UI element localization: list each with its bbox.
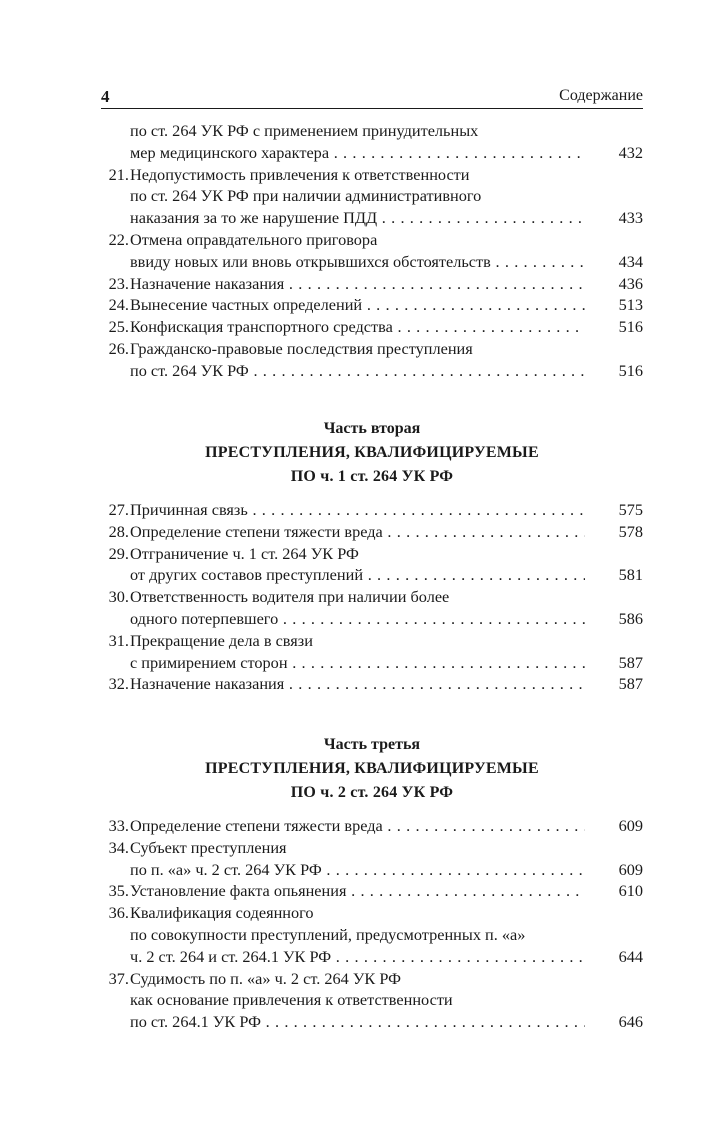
toc-entry-title: с примирением сторон . . . (130, 652, 585, 674)
toc-entry-title: Определение степени тяжести вреда . . . (130, 521, 585, 543)
toc-entry-line (101, 164, 643, 186)
toc-entry-line (101, 880, 643, 902)
part2-label: Часть вторая (323, 420, 421, 437)
toc-entry-title: по п. «а» ч. 2 ст. 264 УК РФ . . . (130, 859, 585, 881)
toc-entry-title: от других составов преступлений . . . (130, 564, 585, 586)
toc-entry-title: Прекращение дела в связи (130, 630, 313, 650)
toc-entry-page: 516 (618, 360, 643, 380)
toc-entry-line (101, 120, 643, 142)
toc-entry-page: 433 (618, 208, 643, 228)
toc-entry-page: 587 (618, 652, 643, 672)
toc-entry-page: 587 (618, 674, 643, 694)
toc-entry-number: 23. (108, 273, 129, 293)
toc-entry-number: 21. (108, 164, 129, 184)
toc-entry-title: Определение степени тяжести вреда . . . (130, 815, 585, 837)
toc-entry-number: 36. (108, 903, 129, 923)
toc-entry-title: Недопустимость привлечения к ответственности (130, 164, 470, 184)
toc-entry-line (101, 815, 643, 837)
toc-entry-number: 25. (108, 317, 129, 337)
toc-entry-line (101, 837, 643, 859)
toc-entry-number: 33. (108, 816, 129, 835)
toc-entry-page: 575 (618, 500, 643, 519)
toc-entry-page: 586 (618, 608, 643, 628)
toc-entry-page: 581 (618, 565, 643, 585)
toc-entry-page: 516 (618, 317, 643, 337)
toc-entry-line (101, 608, 643, 630)
toc-entry-page: 578 (618, 521, 643, 541)
toc-entry-number: 22. (108, 229, 129, 249)
page-header (101, 86, 643, 109)
toc-entry-line (101, 229, 643, 251)
toc-entry-line (101, 946, 643, 968)
toc-entry-title: Ответственность водителя при наличии более (130, 587, 450, 607)
toc-entry-page: 434 (618, 251, 643, 271)
toc-entry-title: по ст. 264 УК РФ при наличии административного (130, 186, 482, 206)
toc-entry-number: 32. (108, 674, 129, 694)
toc-entry-line (101, 142, 643, 164)
toc-section-part1 (101, 120, 643, 382)
toc-entry-title: одного потерпевшего . . . (130, 608, 585, 630)
toc-entry-title: Вынесение частных определений . . . (130, 294, 585, 316)
running-head: Содержание (559, 87, 643, 104)
toc-entry-title: Субъект преступления (130, 837, 287, 857)
toc-entry-number: 29. (108, 543, 129, 563)
toc-entry-number: 35. (108, 881, 129, 901)
toc-entry-title: мер медицинского характера . . . (130, 142, 585, 164)
toc-entry-title: Установление факта опьянения . . . (130, 880, 585, 902)
toc-entry-line (101, 924, 643, 946)
toc-entry-number: 34. (108, 837, 129, 857)
toc-entry-title: ч. 2 ст. 264 и ст. 264.1 УК РФ . . . (130, 946, 585, 968)
toc-entry-line (101, 185, 643, 207)
toc-entry-line (101, 1011, 643, 1033)
toc-entry-page: 644 (618, 946, 643, 966)
toc-entry-page: 609 (618, 816, 643, 835)
toc-entry-title: по ст. 264 УК РФ с применением принудительных (130, 121, 479, 140)
toc-entry-number: 27. (108, 500, 129, 519)
toc-entry-title: Причинная связь . . . (130, 499, 585, 521)
toc-entry-line (101, 630, 643, 652)
toc-entry-title: Судимость по п. «а» ч. 2 ст. 264 УК РФ (130, 968, 401, 988)
toc-entry-line (101, 968, 643, 990)
toc-entry-page: 436 (618, 273, 643, 293)
toc-entry-title: Отграничение ч. 1 ст. 264 УК РФ (130, 543, 359, 563)
toc-entry-title: Квалификация содеянного (130, 903, 314, 923)
toc-entry-page: 609 (618, 859, 643, 879)
toc-entry-page: 646 (618, 1012, 643, 1032)
toc-entry-line (101, 251, 643, 273)
part3-title-line2: ПО ч. 2 ст. 264 УК РФ (290, 784, 454, 801)
part2-heading (101, 417, 643, 489)
toc-entry-number: 26. (108, 338, 129, 358)
toc-entry-line (101, 207, 643, 229)
part3-title-line1: ПРЕСТУПЛЕНИЯ, КВАЛИФИЦИРУЕМЫЕ (205, 760, 539, 777)
toc-entry-line (101, 521, 643, 543)
toc-entry-title: ввиду новых или вновь открывшихся обстоятельств . . . (130, 251, 585, 273)
toc-entry-title: по ст. 264 УК РФ . . . (130, 360, 585, 382)
toc-entry-number: 30. (108, 587, 129, 607)
toc-entry-number: 31. (108, 630, 129, 650)
toc-entry-line (101, 543, 643, 565)
toc-entry-title: по ст. 264.1 УК РФ . . . (130, 1011, 585, 1033)
toc-entry-title: Назначение наказания . . . (130, 673, 585, 695)
part3-heading (101, 733, 643, 805)
toc-entry-page: 513 (618, 295, 643, 315)
toc-entry-page: 432 (618, 142, 643, 162)
toc-entry-title: Назначение наказания . . . (130, 273, 585, 295)
toc-entry-title: Отмена оправдательного приговора (130, 229, 378, 249)
toc-entry-number: 24. (108, 295, 129, 315)
toc-entry-number: 37. (108, 968, 129, 988)
part2-title-line2: ПО ч. 1 ст. 264 УК РФ (290, 468, 454, 485)
toc-entry-line (101, 586, 643, 608)
toc-entry-line (101, 294, 643, 316)
toc-entry-line (101, 564, 643, 586)
toc-entry-line (101, 273, 643, 295)
toc-entry-title: Гражданско-правовые последствия преступления (130, 338, 473, 358)
toc-entry-line (101, 673, 643, 695)
toc-entry-title: как основание привлечения к ответственности (130, 990, 453, 1010)
toc-entry-line (101, 338, 643, 360)
toc-entry-line (101, 902, 643, 924)
toc-entry-line (101, 859, 643, 881)
toc-entry-title: Конфискация транспортного средства . . . (130, 316, 585, 338)
toc-entry-line (101, 316, 643, 338)
toc-entry-line (101, 989, 643, 1011)
toc-section-part2 (101, 499, 643, 695)
part3-label: Часть третья (323, 736, 421, 753)
toc-entry-number: 28. (108, 521, 129, 541)
toc-entry-title: наказания за то же нарушение ПДД . . . (130, 207, 585, 229)
page-number: 4 (101, 87, 110, 106)
toc-entry-line (101, 652, 643, 674)
toc-entry-page: 610 (618, 881, 643, 901)
toc-entry-line (101, 360, 643, 382)
toc-entry-line (101, 499, 643, 521)
toc-section-part3 (101, 815, 643, 1033)
part2-title-line1: ПРЕСТУПЛЕНИЯ, КВАЛИФИЦИРУЕМЫЕ (205, 444, 539, 461)
toc-entry-title: по совокупности преступлений, предусмотренных п. «а» (130, 924, 526, 944)
